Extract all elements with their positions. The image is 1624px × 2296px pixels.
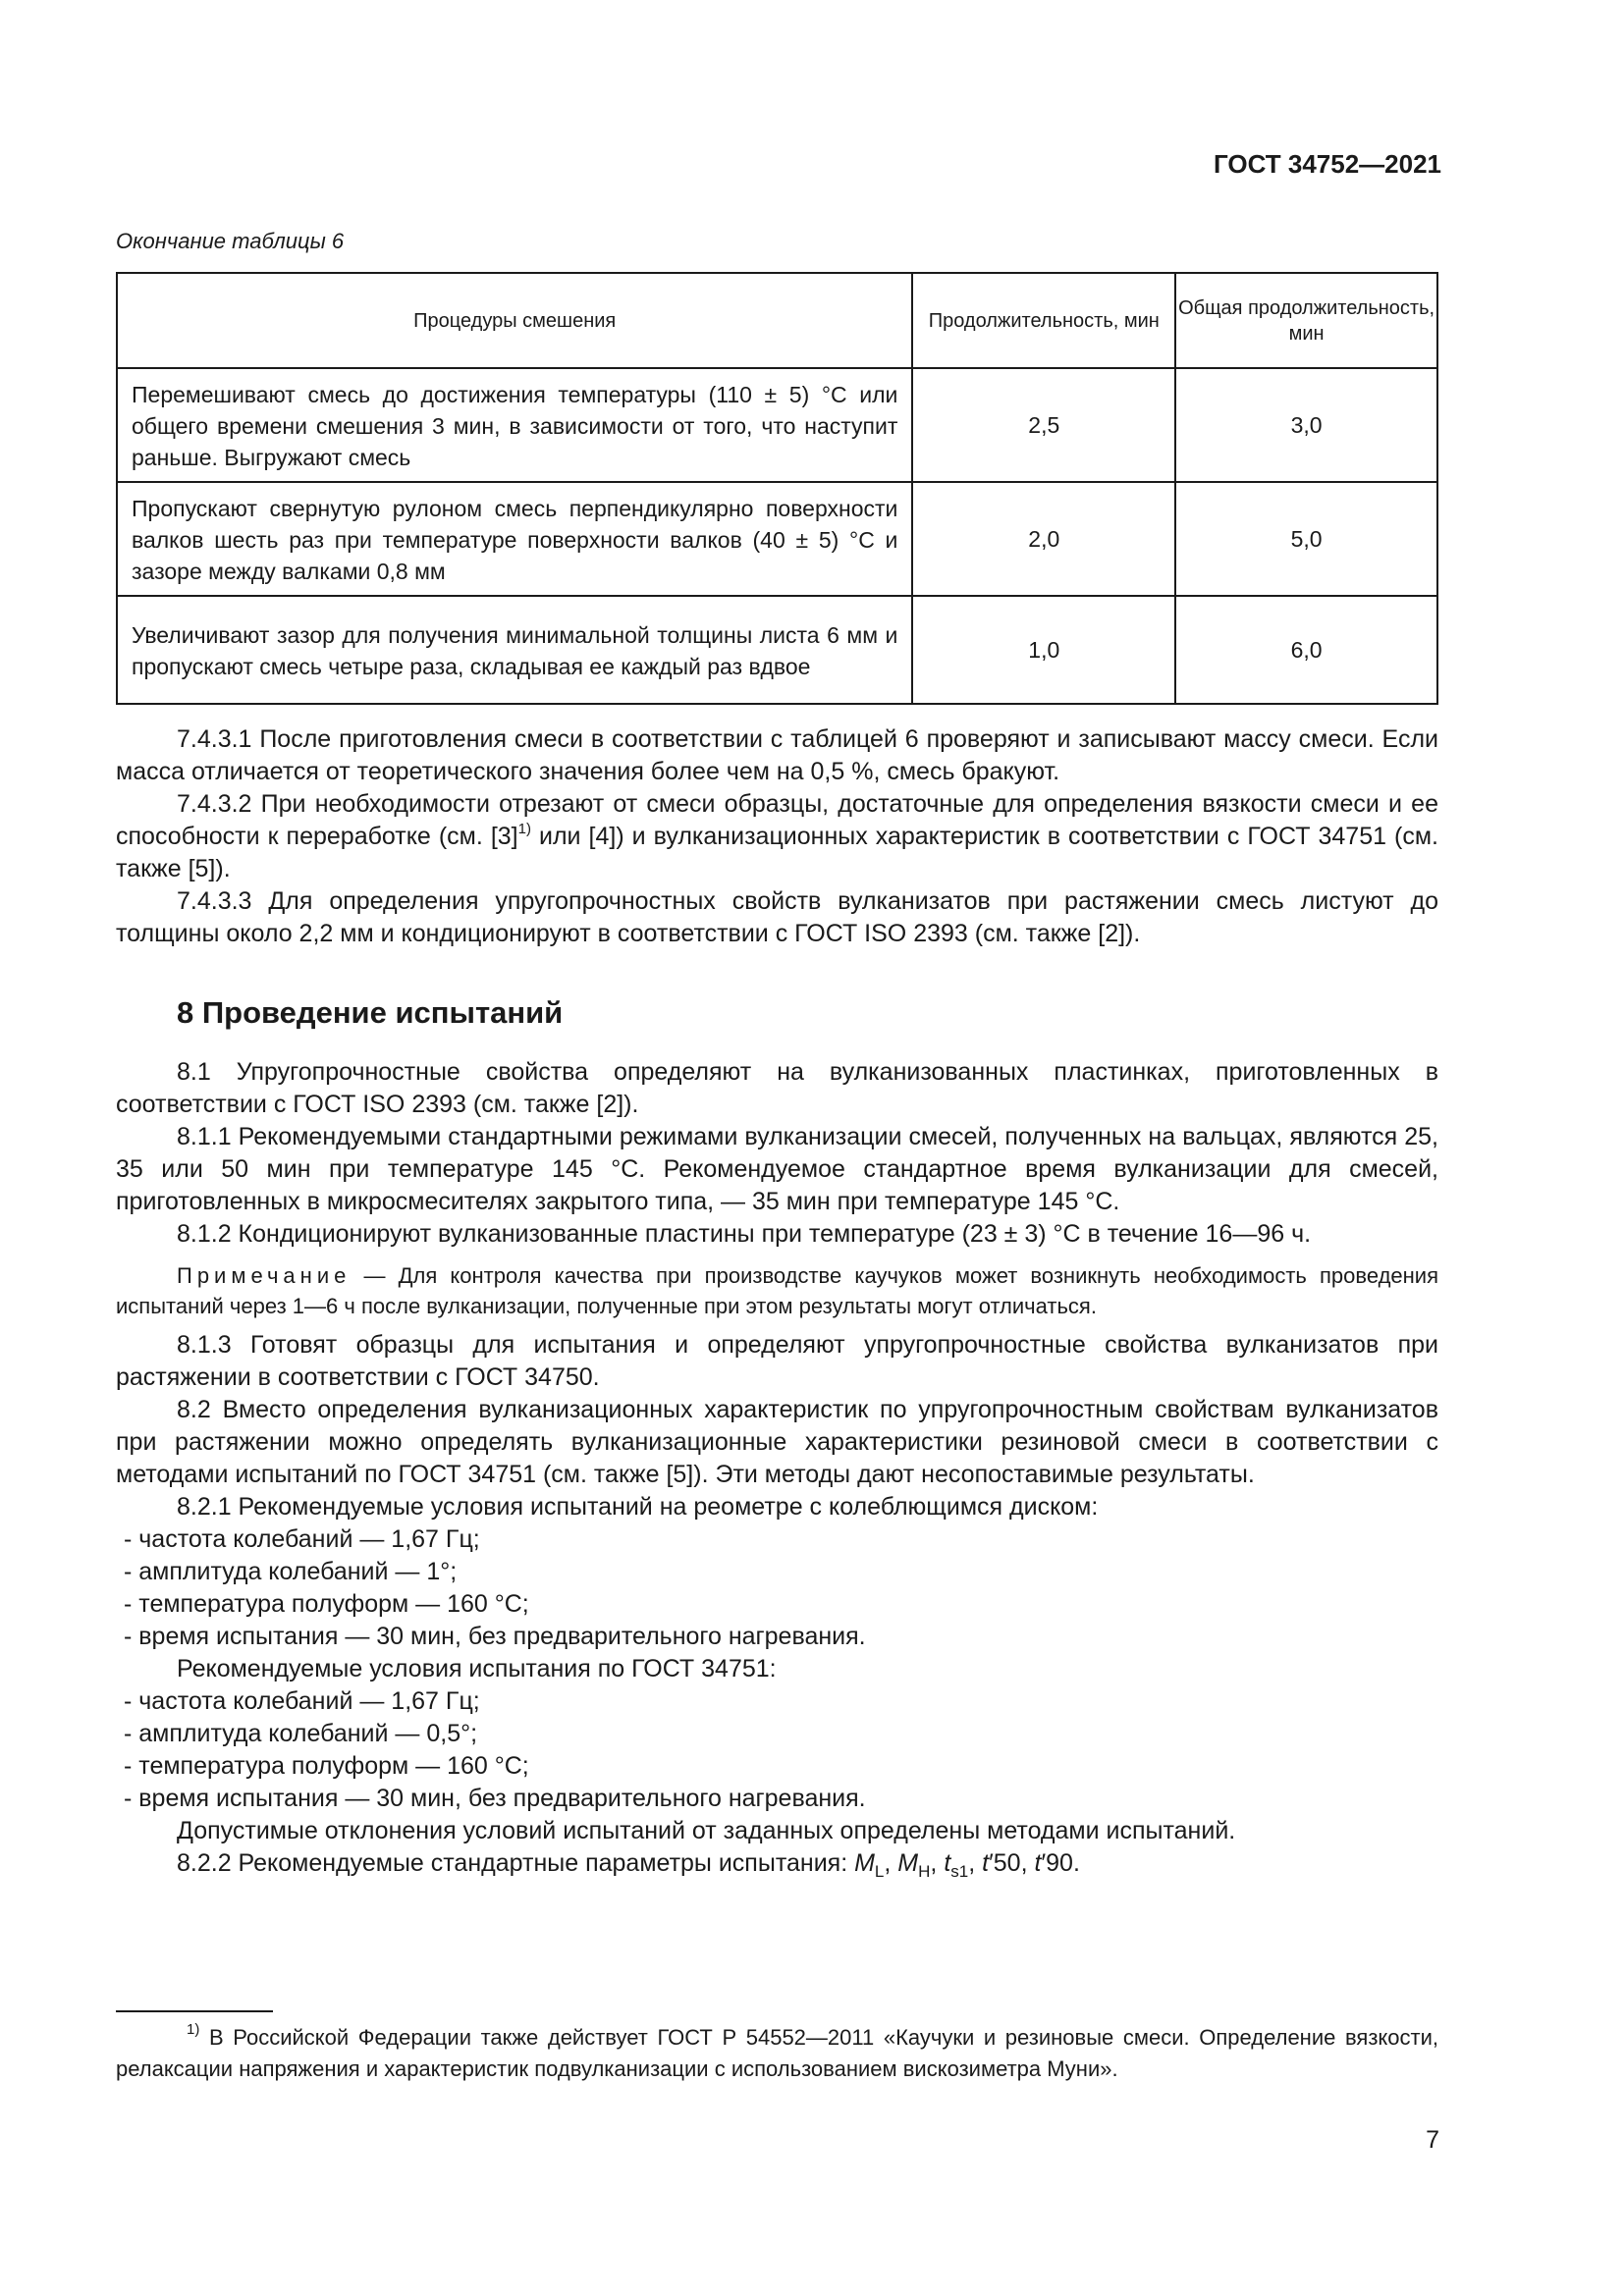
note-text: — Для контроля качества при производстве каучуков может возникнуть необходимость проведения испытаний через 1—6 ч после вулканизации, полученные при этом результаты могут отличаться. [116,1263,1438,1318]
mixing-procedures-table [116,272,1438,705]
paragraph-8-1-3: 8.1.3 Готовят образцы для испытания и определяют упругопрочностные свойства вулканизатов при растяжении в соответствии с ГОСТ 34750. [116,1331,1438,1391]
paragraph-8-2-1-c: Допустимые отклонения условий испытаний от заданных определены методами испытаний. [177,1817,1236,1844]
list-item: - частота колебаний — 1,67 Гц; [124,1525,480,1553]
table-row [117,596,1437,704]
footnote-ref: 1) [517,821,531,837]
header-procedures: Процедуры смешения [117,273,912,368]
footnote [116,2022,1438,2085]
table-row [117,368,1437,482]
footnote-mark: 1) [187,2021,200,2038]
note-label: Примечание [177,1263,352,1288]
standard-code: ГОСТ 34752—2021 [1214,149,1441,179]
paragraph-8-2-1: 8.2.1 Рекомендуемые условия испытаний на реометре с колеблющимся диском: [177,1493,1099,1521]
paragraph-8-2-1-b: Рекомендуемые условия испытания по ГОСТ 34751: [177,1655,777,1682]
total-cell: 5,0 [1175,482,1437,596]
footnote-text: В Российской Федерации также действует ГОСТ Р 54552—2011 «Каучуки и резиновые смеси. Определение вязкости, релаксации напряжения и характеристик подвулканизации с использованием вискозиметра Муни». [116,2025,1438,2081]
paragraph-8-1-1: 8.1.1 Рекомендуемыми стандартными режимами вулканизации смесей, полученных на вальцах, являются 25, 35 или 50 мин при температуре 145 °C. Рекомендуемое стандартное время вулканизации для смесей, приготовленных в микросмесителях закрытого типа, — 35 мин при температуре 145 °C. [116,1123,1438,1215]
duration-cell: 2,5 [912,368,1175,482]
procedure-cell: Пропускают свернутую рулоном смесь перпендикулярно поверхности валков шесть раз при температуре поверхности валков (40 ± 5) °C и зазоре между валками 0,8 мм [117,482,912,596]
paragraph-8-2: 8.2 Вместо определения вулканизационных характеристик по упругопрочностным свойствам вулканизатов при растяжении можно определять вулканизационные характеристики резиновой смеси в соответствии с методами испытаний по ГОСТ 34751 (см. также [5]). Эти методы дают несопоставимые результаты. [116,1396,1438,1488]
paragraph-8-2-2: 8.2.2 Рекомендуемые стандартные параметры испытания: $M_L$, $M_H$, $t_{s1}$, t′50, t′90. [177,1849,1080,1881]
paragraph-7-4-3-2: 7.4.3.2 При необходимости отрезают от смеси образцы, достаточные для определения вязкости смеси и ее способности к переработке (см. $[3]^{1)}$ или [4]) и вулканизационных характеристик в соответствии с ГОСТ 34751 (см. также [5]). [116,790,1438,882]
note [116,1260,1438,1321]
total-cell: 3,0 [1175,368,1437,482]
paragraph-7-4-3-3: 7.4.3.3 Для определения упругопрочностных свойств вулканизатов при растяжении смесь листуют до толщины около 2,2 мм и кондиционируют в соответствии с ГОСТ ISO 2393 (см. также [2]). [116,887,1438,947]
list-item: - амплитуда колебаний — 0,5°; [124,1720,478,1747]
paragraph-8-1-2: 8.1.2 Кондиционируют вулканизованные пластины при температуре (23 ± 3) °C в течение 16—96 ч. [177,1220,1312,1248]
footnote-separator [116,2010,273,2012]
header-duration: Продолжительность, мин [912,273,1175,368]
procedure-cell: Увеличивают зазор для получения минимальной толщины листа 6 мм и пропускают смесь четыре раза, складывая ее каждый раз вдвое [117,596,912,704]
paragraph-8-1: 8.1 Упругопрочностные свойства определяют на вулканизованных пластинках, приготовленных в соответствии с ГОСТ ISO 2393 (см. также [2]). [116,1058,1438,1118]
section-8-title: 8 Проведение испытаний [177,995,564,1030]
list-item: - амплитуда колебаний — 1°; [124,1558,458,1585]
clause-7-4-3 [116,723,1438,950]
list-item: - частота колебаний — 1,67 Гц; [124,1687,480,1715]
header-total-duration: Общая продолжительность, мин [1175,273,1437,368]
total-cell: 6,0 [1175,596,1437,704]
list-item: - температура полуформ — 160 °C; [124,1752,529,1780]
page-number: 7 [1426,2126,1439,2154]
section-8-body [116,1056,1438,1880]
list-item: - температура полуформ — 160 °C; [124,1590,529,1618]
table-caption: Окончание таблицы 6 [116,229,345,253]
duration-cell: 2,0 [912,482,1175,596]
paragraph-7-4-3-1: 7.4.3.1 После приготовления смеси в соответствии с таблицей 6 проверяют и записывают массу смеси. Если масса отличается от теоретического значения более чем на 0,5 %, смесь бракуют. [116,725,1438,785]
table-row [117,482,1437,596]
list-item: - время испытания — 30 мин, без предварительного нагревания. [124,1785,866,1812]
list-item: - время испытания — 30 мин, без предварительного нагревания. [124,1623,866,1650]
table-header-row [117,273,1437,368]
duration-cell: 1,0 [912,596,1175,704]
procedure-cell: Перемешивают смесь до достижения температуры (110 ± 5) °C или общего времени смешения 3 мин, в зависимости от того, что наступит раньше. Выгружают смесь [117,368,912,482]
